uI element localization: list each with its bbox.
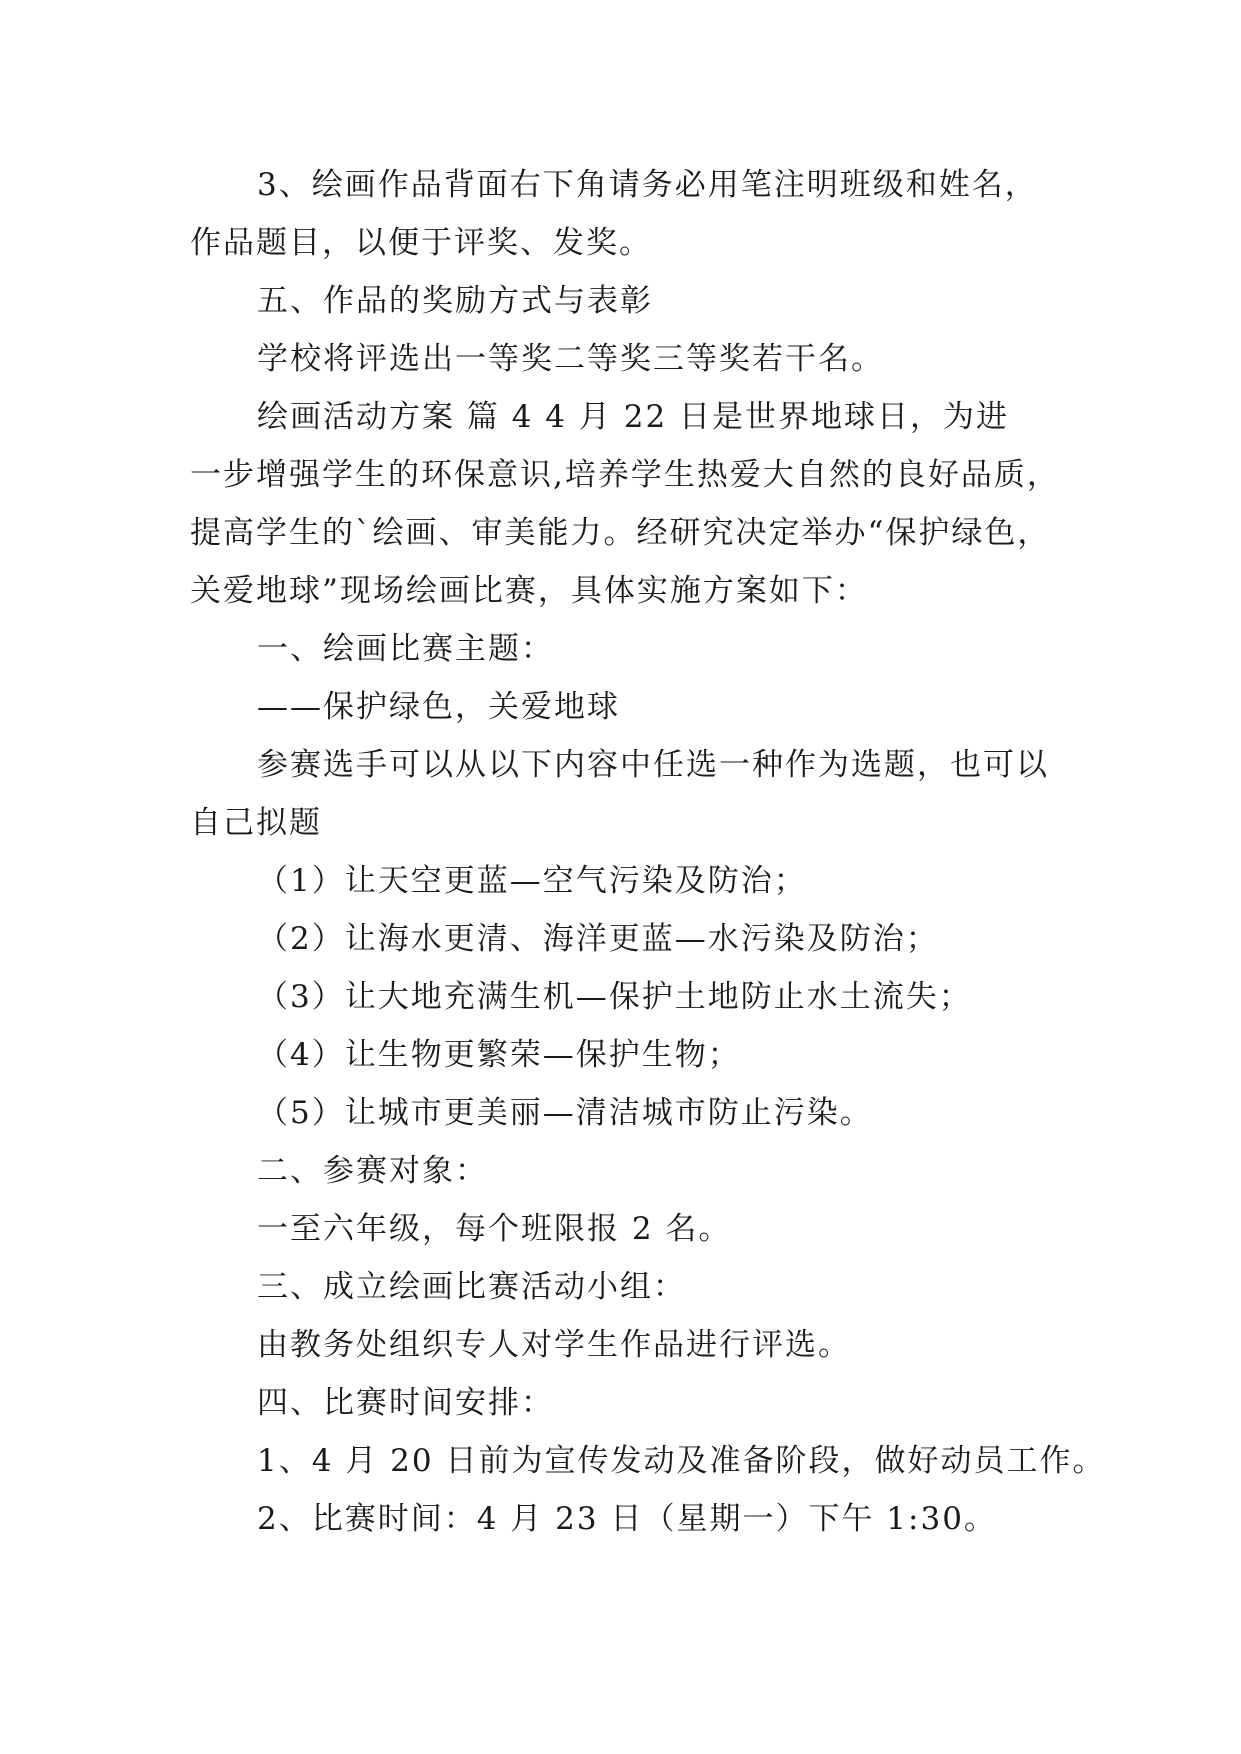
paragraph-line: 2、比赛时间：4 月 23 日（星期一）下午 1:30。 bbox=[257, 1501, 997, 1537]
paragraph-line: 作品题目，以便于评奖、发奖。 bbox=[190, 225, 652, 261]
paragraph-line: 1、4 月 20 日前为宣传发动及准备阶段，做好动员工作。 bbox=[257, 1443, 1106, 1479]
paragraph-line: 由教务处组织专人对学生作品进行评选。 bbox=[257, 1327, 851, 1363]
list-item: （4）让生物更繁荣—保护生物； bbox=[257, 1037, 741, 1073]
list-item: （2）让海水更清、海洋更蓝—水污染及防治； bbox=[257, 921, 939, 957]
paragraph-line: ——保护绿色，关爱地球 bbox=[257, 689, 620, 725]
section-heading: 一、绘画比赛主题： bbox=[257, 631, 554, 667]
paragraph-line: 学校将评选出一等奖二等奖三等奖若干名。 bbox=[257, 341, 884, 377]
paragraph-line: 绘画活动方案 篇 4 4 月 22 日是世界地球日，为进 bbox=[257, 399, 1010, 435]
paragraph-line: 参赛选手可以从以下内容中任选一种作为选题，也可以 bbox=[257, 747, 1049, 783]
list-item: （3）让大地充满生机—保护土地防止水土流失； bbox=[257, 979, 972, 1015]
paragraph-line: 自己拟题 bbox=[190, 805, 322, 841]
section-heading: 四、比赛时间安排： bbox=[257, 1385, 554, 1421]
list-item: （5）让城市更美丽—清洁城市防止污染。 bbox=[257, 1095, 873, 1131]
section-heading: 二、参赛对象： bbox=[257, 1153, 488, 1189]
paragraph-line: 一至六年级，每个班限报 2 名。 bbox=[257, 1211, 732, 1247]
paragraph-line: 关爱地球”现场绘画比赛，具体实施方案如下： bbox=[190, 573, 868, 609]
section-heading: 三、成立绘画比赛活动小组： bbox=[257, 1269, 686, 1305]
section-heading: 五、作品的奖励方式与表彰 bbox=[257, 283, 653, 319]
paragraph-line: 提高学生的`绘画、审美能力。经研究决定举办“保护绿色， bbox=[190, 515, 1051, 551]
paragraph-line: 一步增强学生的环保意识,培养学生热爱大自然的良好品质， bbox=[190, 457, 1060, 493]
list-item: （1）让天空更蓝—空气污染及防治； bbox=[257, 863, 807, 899]
paragraph-line: 3、绘画作品背面右下角请务必用笔注明班级和姓名， bbox=[257, 167, 1038, 203]
